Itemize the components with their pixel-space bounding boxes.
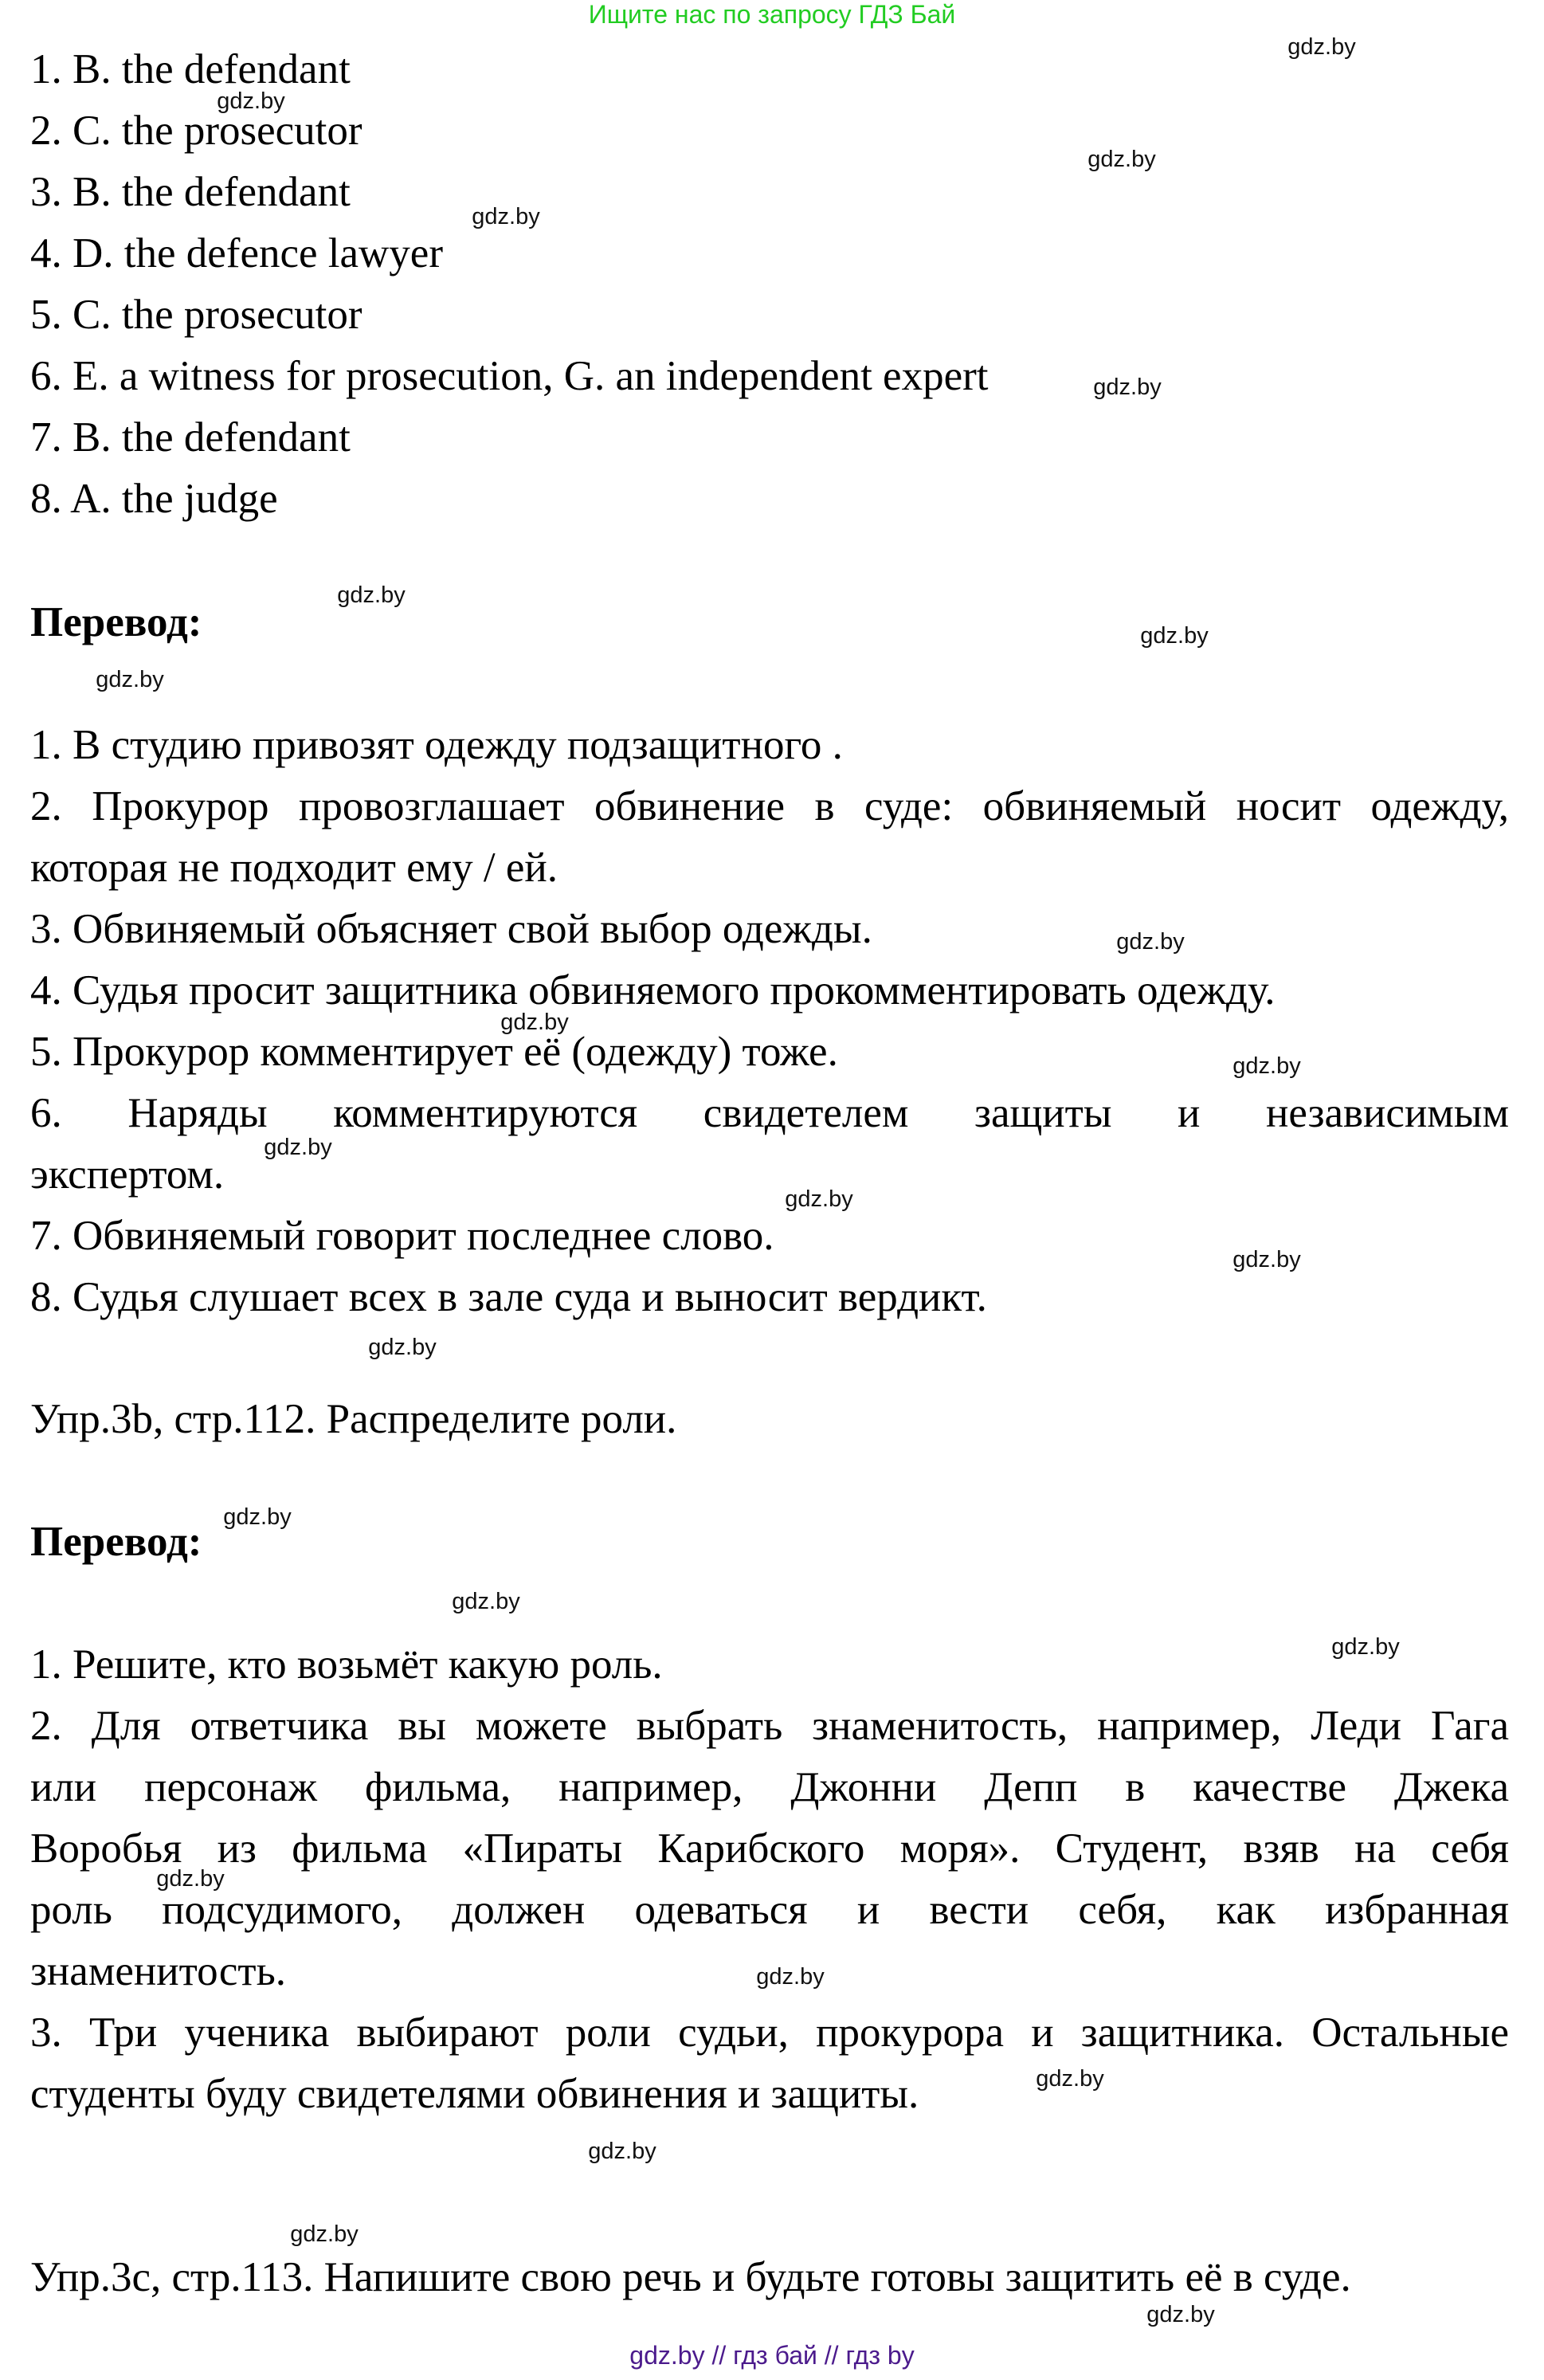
answer-line: 5. C. the prosecutor bbox=[30, 292, 362, 338]
watermark: gdz.by bbox=[96, 667, 164, 692]
answer-line: 8. A. the judge bbox=[30, 476, 278, 522]
watermark: gdz.by bbox=[156, 1866, 225, 1892]
translation-line: или персонаж фильма, например, Джонни Депп в качестве Джека bbox=[30, 1764, 1509, 1810]
watermark: gdz.by bbox=[1116, 929, 1185, 955]
watermark: gdz.by bbox=[1146, 2302, 1215, 2327]
exercise-3b-title: Упр.3b, стр.112. Распределите роли. bbox=[30, 1396, 677, 1442]
translation-line: экспертом. bbox=[30, 1151, 225, 1198]
translation-line: 4. Судья просит защитника обвиняемого прокомментировать одежду. bbox=[30, 967, 1276, 1014]
watermark: gdz.by bbox=[756, 1964, 825, 1990]
translation-line: 5. Прокурор комментирует её (одежду) тоже. bbox=[30, 1029, 838, 1075]
translation-line: 6. Наряды комментируются свидетелем защиты и независимым bbox=[30, 1090, 1509, 1136]
watermark: gdz.by bbox=[337, 582, 406, 608]
answer-line: 6. E. a witness for prosecution, G. an independent expert bbox=[30, 353, 989, 399]
translation-line: которая не подходит ему / ей. bbox=[30, 845, 558, 891]
translation-line: студенты буду свидетелями обвинения и защиты. bbox=[30, 2071, 919, 2117]
watermark: gdz.by bbox=[1287, 34, 1356, 60]
watermark: gdz.by bbox=[1140, 623, 1209, 649]
translation-line: Воробья из фильма «Пираты Карибского моря». Студент, взяв на себя bbox=[30, 1825, 1509, 1872]
translation-line: 1. В студию привозят одежду подзащитного . bbox=[30, 722, 843, 768]
translation-line: 3. Три ученика выбирают роли судьи, прокурора и защитника. Остальные bbox=[30, 2009, 1509, 2056]
translation-line: знаменитость. bbox=[30, 1948, 287, 1994]
watermark: gdz.by bbox=[223, 1504, 292, 1530]
watermark: gdz.by bbox=[1232, 1247, 1301, 1272]
footer-links[interactable]: gdz.by // гдз бай // гдз by bbox=[629, 2341, 915, 2370]
answer-line: 4. D. the defence lawyer bbox=[30, 230, 443, 276]
translation-line: 2. Для ответчика вы можете выбрать знаменитость, например, Леди Гага bbox=[30, 1703, 1509, 1749]
watermark: gdz.by bbox=[785, 1186, 853, 1212]
watermark: gdz.by bbox=[1331, 1634, 1400, 1660]
watermark: gdz.by bbox=[217, 88, 285, 114]
answer-line: 3. B. the defendant bbox=[30, 169, 351, 215]
watermark: gdz.by bbox=[588, 2139, 656, 2164]
search-banner[interactable]: Ищите нас по запросу ГДЗ Бай bbox=[588, 0, 956, 29]
translation-line: 7. Обвиняемый говорит последнее слово. bbox=[30, 1213, 774, 1259]
translation-line: 2. Прокурор провозглашает обвинение в суде: обвиняемый носит одежду, bbox=[30, 783, 1509, 829]
watermark: gdz.by bbox=[368, 1335, 437, 1360]
watermark: gdz.by bbox=[290, 2221, 359, 2247]
watermark: gdz.by bbox=[472, 204, 540, 229]
watermark: gdz.by bbox=[1036, 2066, 1104, 2092]
translation-line: роль подсудимого, должен одеваться и вести себя, как избранная bbox=[30, 1887, 1509, 1933]
watermark: gdz.by bbox=[1087, 147, 1156, 172]
answer-line: 1. B. the defendant bbox=[30, 46, 351, 92]
watermark: gdz.by bbox=[452, 1589, 520, 1614]
answer-line: 7. B. the defendant bbox=[30, 414, 351, 461]
watermark: gdz.by bbox=[264, 1135, 332, 1160]
watermark: gdz.by bbox=[1232, 1053, 1301, 1079]
translation-line: 3. Обвиняемый объясняет свой выбор одежды. bbox=[30, 906, 872, 952]
exercise-3c-title: Упр.3c, стр.113. Напишите свою речь и будьте готовы защитить её в суде. bbox=[30, 2254, 1351, 2300]
translation-heading: Перевод: bbox=[30, 599, 202, 645]
answer-line: 2. C. the prosecutor bbox=[30, 108, 362, 154]
translation-line: 8. Судья слушает всех в зале суда и выносит вердикт. bbox=[30, 1274, 987, 1320]
translation-heading: Перевод: bbox=[30, 1519, 202, 1565]
translation-line: 1. Решите, кто возьмёт какую роль. bbox=[30, 1641, 663, 1688]
watermark: gdz.by bbox=[1093, 374, 1162, 400]
watermark: gdz.by bbox=[500, 1010, 569, 1035]
